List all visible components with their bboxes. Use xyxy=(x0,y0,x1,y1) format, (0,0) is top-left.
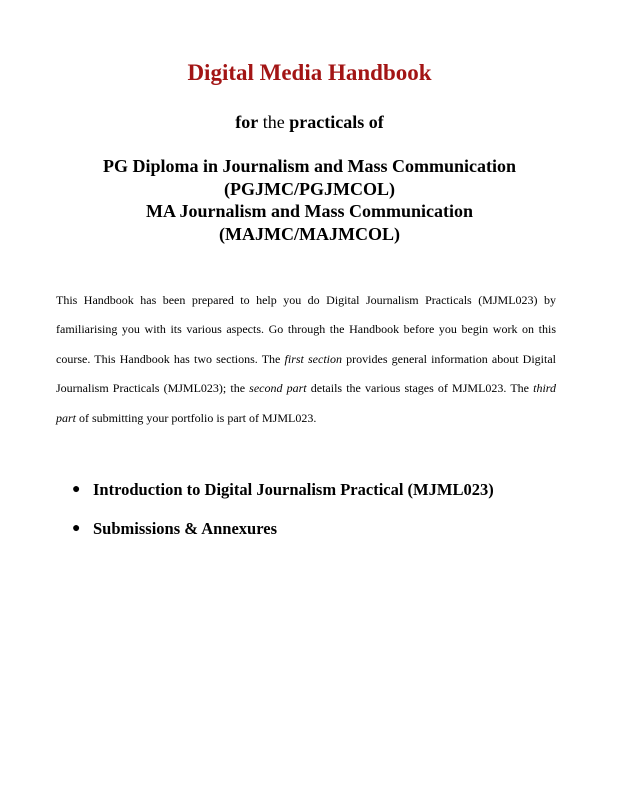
bullet-icon: ● xyxy=(72,482,81,497)
subtitle-part-1: for xyxy=(235,112,259,132)
intro-emphasis: first section xyxy=(284,351,343,366)
section-list xyxy=(72,478,494,556)
program-line: (PGJMC/PGJMCOL) xyxy=(224,178,395,199)
intro-text: details the various stages of MJML023. The xyxy=(306,381,534,396)
document-title: Digital Media Handbook xyxy=(187,60,432,85)
program-line: MA Journalism and Mass Communication xyxy=(145,201,474,221)
program-list xyxy=(0,155,619,245)
list-item xyxy=(72,517,494,556)
list-item xyxy=(72,478,494,517)
subtitle-part-2: the xyxy=(262,112,285,132)
document-subtitle xyxy=(0,112,619,133)
program-line: PG Diploma in Journalism and Mass Communication xyxy=(102,156,517,176)
intro-emphasis: second part xyxy=(249,381,307,396)
intro-text: This Handbook has been prepared to help you do Digital Journalism Practicals (MJML023) by familiarising you with its various aspects. Go through the Handbook before you begin work on this course. This Handbook has two sections. The xyxy=(56,293,556,366)
intro-paragraph xyxy=(56,286,556,433)
list-item-label: Introduction to Digital Journalism Practical (MJML023) xyxy=(93,480,494,499)
bullet-icon: ● xyxy=(72,521,81,536)
program-line: (MAJMC/MAJMCOL) xyxy=(219,223,400,244)
intro-text: provides general information about Digital Journalism Practicals (MJML023); the xyxy=(56,351,557,396)
intro-emphasis: third part xyxy=(56,381,557,425)
list-item-label: Submissions & Annexures xyxy=(93,519,278,538)
subtitle-part-3: practicals of xyxy=(289,112,384,132)
intro-text: of submitting your portfolio is part of MJML023. xyxy=(76,410,317,425)
